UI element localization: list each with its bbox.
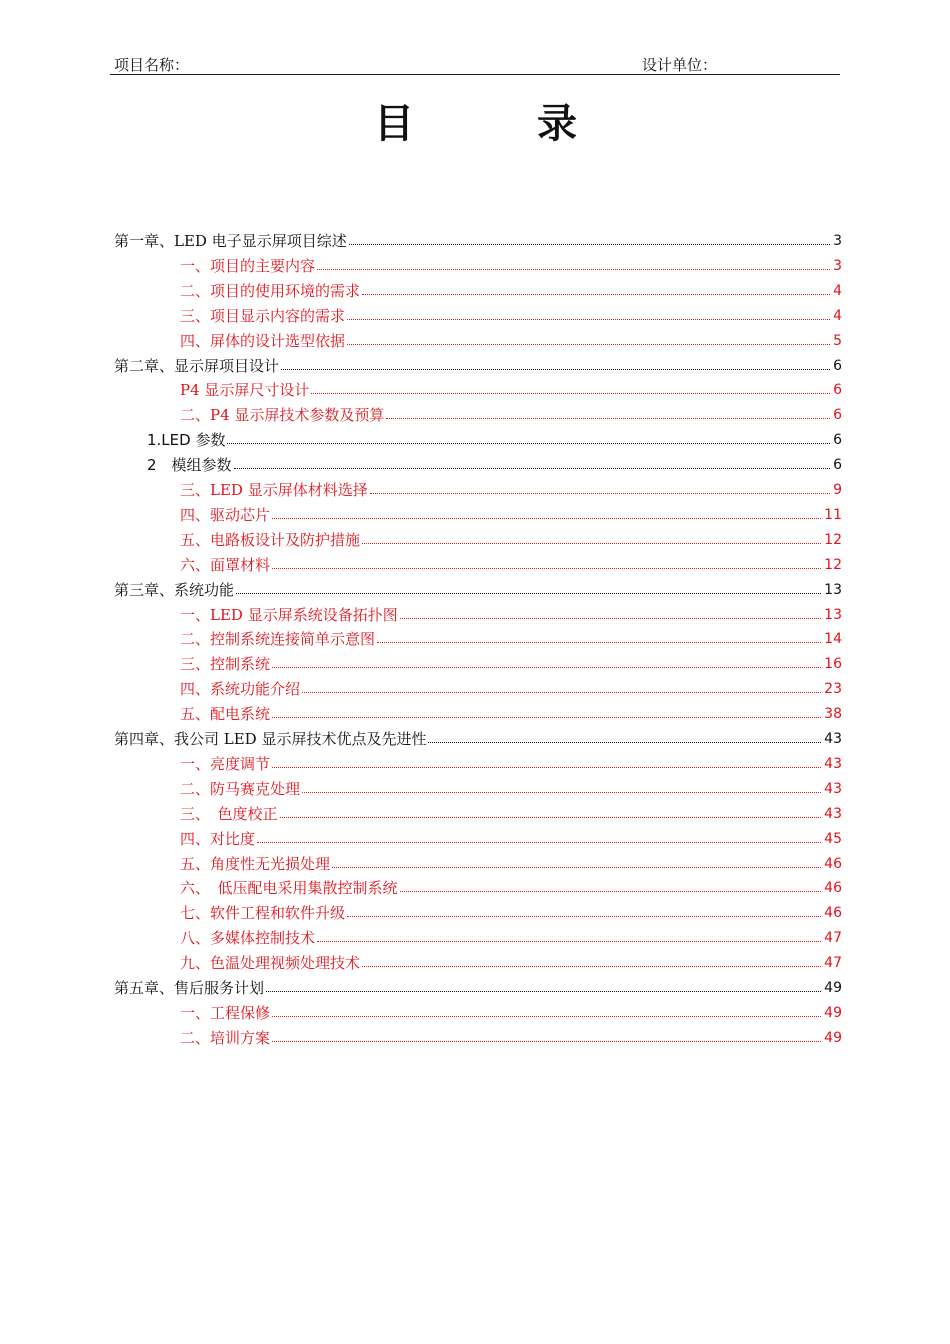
toc-page-number: 4 [833, 307, 842, 324]
toc-section-entry[interactable] [180, 948, 842, 972]
toc-entry-title: 五、电路板设计及防护措施 [180, 530, 361, 549]
toc-dot-leader [272, 568, 821, 569]
toc-page-number: 13 [824, 606, 842, 623]
toc-section-entry[interactable] [180, 774, 842, 798]
toc-dot-leader [234, 468, 831, 469]
toc-section-entry[interactable] [180, 998, 842, 1022]
toc-dot-leader [272, 667, 821, 668]
toc-page-number: 46 [824, 905, 842, 922]
toc-dot-leader [349, 244, 830, 245]
toc-entry-title: 四、屏体的设计选型依据 [180, 331, 346, 350]
toc-section-entry[interactable] [180, 649, 842, 673]
toc-page-number: 38 [824, 706, 842, 723]
toc-section-entry[interactable] [147, 450, 842, 474]
toc-entry-title: 二、P4 显示屏技术参数及预算 [180, 406, 385, 425]
toc-entry-title: 三、项目显示内容的需求 [180, 306, 346, 325]
toc-page-number: 11 [824, 506, 842, 523]
toc-section-entry[interactable] [180, 251, 842, 275]
toc-dot-leader [272, 1016, 821, 1017]
toc-page-number: 12 [824, 531, 842, 548]
toc-page-number: 3 [833, 257, 842, 274]
toc-chapter-entry[interactable] [114, 724, 842, 748]
toc-page-number: 13 [824, 581, 842, 598]
toc-section-entry[interactable] [180, 500, 842, 524]
toc-entry-title: 1.LED 参数 [147, 431, 226, 450]
toc-page-number: 43 [824, 780, 842, 797]
toc-dot-leader [266, 991, 821, 992]
toc-entry-title: 三、 色度校正 [180, 804, 278, 823]
toc-page-number: 46 [824, 855, 842, 872]
toc-dot-leader [302, 792, 821, 793]
toc-page-number: 49 [824, 1029, 842, 1046]
toc-page-number: 6 [833, 407, 842, 424]
toc-entry-title: 七、软件工程和软件升级 [180, 904, 346, 923]
toc-entry-title: 第五章、售后服务计划 [114, 979, 265, 997]
toc-entry-title: 六、 低压配电采用集散控制系统 [180, 879, 398, 898]
toc-section-entry[interactable] [180, 600, 842, 624]
toc-dot-leader [400, 891, 822, 892]
toc-entry-title: 第四章、我公司 LED 显示屏技术优点及先进性 [114, 730, 427, 748]
toc-dot-leader [311, 393, 830, 394]
toc-page-number: 12 [824, 556, 842, 573]
toc-entry-title: 五、配电系统 [180, 705, 271, 724]
toc-section-entry[interactable] [180, 873, 842, 897]
toc-entry-title: 2 模组参数 [147, 456, 232, 475]
toc-dot-leader [272, 767, 821, 768]
toc-page-number: 46 [824, 880, 842, 897]
toc-entry-title: 四、系统功能介绍 [180, 680, 301, 699]
toc-entry-title: 二、项目的使用环境的需求 [180, 281, 361, 300]
toc-dot-leader [317, 941, 821, 942]
toc-entry-title: 五、角度性无光损处理 [180, 854, 331, 873]
toc-entry-title: 三、LED 显示屏体材料选择 [180, 481, 368, 499]
toc-section-entry[interactable] [180, 326, 842, 350]
toc-dot-leader [428, 742, 821, 743]
toc-chapter-entry[interactable] [114, 351, 842, 375]
toc-dot-leader [302, 692, 821, 693]
toc-page-number: 9 [833, 482, 842, 498]
toc-entry-title: 二、培训方案 [180, 1028, 271, 1047]
toc-entry-title: 四、对比度 [180, 829, 256, 848]
toc-chapter-entry[interactable] [114, 575, 842, 599]
toc-page-number: 14 [824, 631, 842, 648]
toc-page-number: 43 [824, 805, 842, 822]
toc-section-entry[interactable] [180, 799, 842, 823]
toc-section-entry[interactable] [180, 276, 842, 300]
toc-page-number: 49 [824, 980, 842, 996]
toc-page-number: 3 [833, 233, 842, 249]
toc-page-number: 6 [833, 382, 842, 399]
toc-entry-title: 第一章、LED 电子显示屏项目综述 [114, 232, 347, 250]
toc-section-entry[interactable] [180, 824, 842, 848]
toc-entry-title: 一、项目的主要内容 [180, 256, 316, 275]
toc-dot-leader [362, 966, 821, 967]
toc-entry-title: 一、工程保修 [180, 1003, 271, 1022]
design-unit-label: 设计单位： [642, 56, 718, 74]
toc-page-number: 49 [824, 1004, 842, 1021]
toc-entry-title: 九、色温处理视频处理技术 [180, 954, 361, 973]
toc-page-number: 5 [833, 332, 842, 349]
toc-section-entry[interactable] [147, 425, 842, 449]
toc-dot-leader [347, 916, 821, 917]
toc-page-number: 6 [833, 432, 842, 449]
toc-dot-leader [317, 269, 830, 270]
toc-dot-leader [272, 1041, 821, 1042]
toc-section-entry[interactable] [180, 475, 842, 499]
toc-entry-title: 三、控制系统 [180, 655, 271, 674]
toc-dot-leader [347, 319, 830, 320]
toc-page-number: 43 [824, 755, 842, 772]
toc-page-number: 43 [824, 731, 842, 747]
toc-section-entry[interactable] [180, 400, 842, 424]
toc-dot-leader [386, 418, 830, 419]
toc-dot-leader [281, 369, 830, 370]
toc-dot-leader [377, 642, 821, 643]
toc-entry-title: P4 显示屏尺寸设计 [180, 381, 310, 400]
toc-page-number: 47 [824, 955, 842, 972]
toc-section-entry[interactable] [180, 550, 842, 574]
toc-section-entry[interactable] [180, 301, 842, 325]
toc-section-entry[interactable] [180, 674, 842, 698]
toc-entry-title: 一、亮度调节 [180, 754, 271, 773]
toc-page-number: 23 [824, 681, 842, 698]
toc-dot-leader [236, 593, 821, 594]
toc-dot-leader [272, 518, 821, 519]
toc-section-entry[interactable] [180, 624, 842, 648]
toc-page-number: 16 [824, 656, 842, 673]
title-char-2: 录 [537, 100, 579, 147]
toc-entry-title: 二、控制系统连接简单示意图 [180, 630, 376, 649]
toc-section-entry[interactable] [180, 525, 842, 549]
toc-section-entry[interactable] [180, 1023, 842, 1047]
toc-section-entry[interactable] [180, 699, 842, 723]
toc-dot-leader [347, 344, 830, 345]
toc-entry-title: 二、防马赛克处理 [180, 779, 301, 798]
toc-entry-title: 四、驱动芯片 [180, 505, 271, 524]
toc-section-entry[interactable] [180, 749, 842, 773]
toc-entry-title: 六、面罩材料 [180, 555, 271, 574]
toc-dot-leader [227, 443, 830, 444]
toc-page-number: 47 [824, 930, 842, 947]
toc-page-number: 45 [824, 830, 842, 847]
toc-entry-title: 第三章、系统功能 [114, 580, 235, 599]
toc-entry-title: 一、LED 显示屏系统设备拓扑图 [180, 605, 398, 624]
toc-page-number: 4 [833, 282, 842, 299]
toc-dot-leader [332, 867, 821, 868]
toc-section-entry[interactable] [180, 898, 842, 922]
project-name-label: 项目名称： [114, 56, 190, 74]
toc-page-number: 6 [833, 357, 842, 374]
toc-section-entry[interactable] [180, 849, 842, 873]
toc-section-entry[interactable] [180, 375, 842, 399]
toc-dot-leader [400, 618, 821, 619]
toc-chapter-entry[interactable] [114, 973, 842, 997]
toc-dot-leader [272, 717, 821, 718]
toc-dot-leader [362, 294, 830, 295]
toc-dot-leader [280, 817, 822, 818]
toc-entry-title: 八、多媒体控制技术 [180, 929, 316, 948]
toc-section-entry[interactable] [180, 923, 842, 947]
toc-chapter-entry[interactable] [114, 226, 842, 250]
toc-page-number: 6 [833, 457, 842, 474]
toc-entry-title: 第二章、显示屏项目设计 [114, 356, 280, 375]
toc-dot-leader [257, 842, 821, 843]
toc-dot-leader [362, 543, 821, 544]
toc-dot-leader [370, 493, 830, 494]
title-char-1: 目 [374, 100, 416, 147]
page-header [110, 54, 840, 75]
